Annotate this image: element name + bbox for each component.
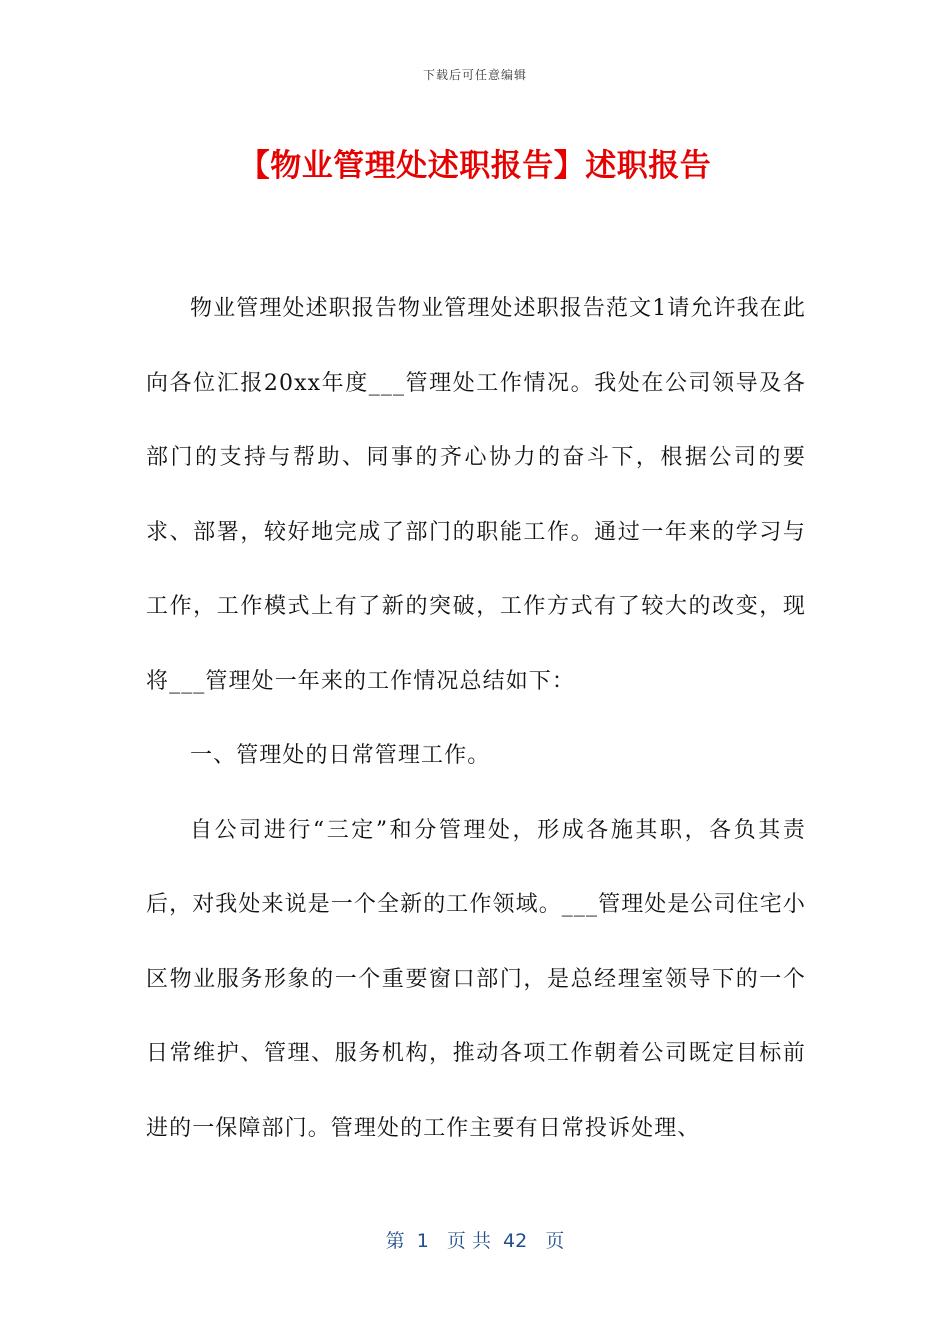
section-heading: 一、管理处的日常管理工作。 (190, 743, 491, 768)
header-note: 下载后可任意编辑 (422, 68, 527, 82)
paragraph: 自公司进行“三定”和分管理处，形成各施其职，各负其责后，对我处来说是一个全新的工作领域。___管理处是公司住宅小区物业服务形象的一个重要窗口部门，是总经理室领导下的一个日常维护、管理、服务机构，推动各项工作朝着公司既定目标前进的一保障部门。管理处的工作主要有日常投诉处理、 (146, 817, 807, 1141)
paragraph: 物业管理处述职报告物业管理处述职报告范文1请允许我在此向各位汇报20xx年度___管理处工作情况。我处在公司领导及各部门的支持与帮助、同事的齐心协力的奋斗下，根据公司的要求、部署，较好地完成了部门的职能工作。通过一年来的学习与工作，工作模式上有了新的突破，工作方式有了较大的改变，现将___管理处一年来的工作情况总结如下： (146, 296, 806, 694)
document-body (146, 272, 806, 1166)
document-title: 【物业管理处述职报告】述职报告 (238, 148, 712, 184)
page-number-footer: 第 1 页 共 42 页 (385, 1230, 565, 1252)
